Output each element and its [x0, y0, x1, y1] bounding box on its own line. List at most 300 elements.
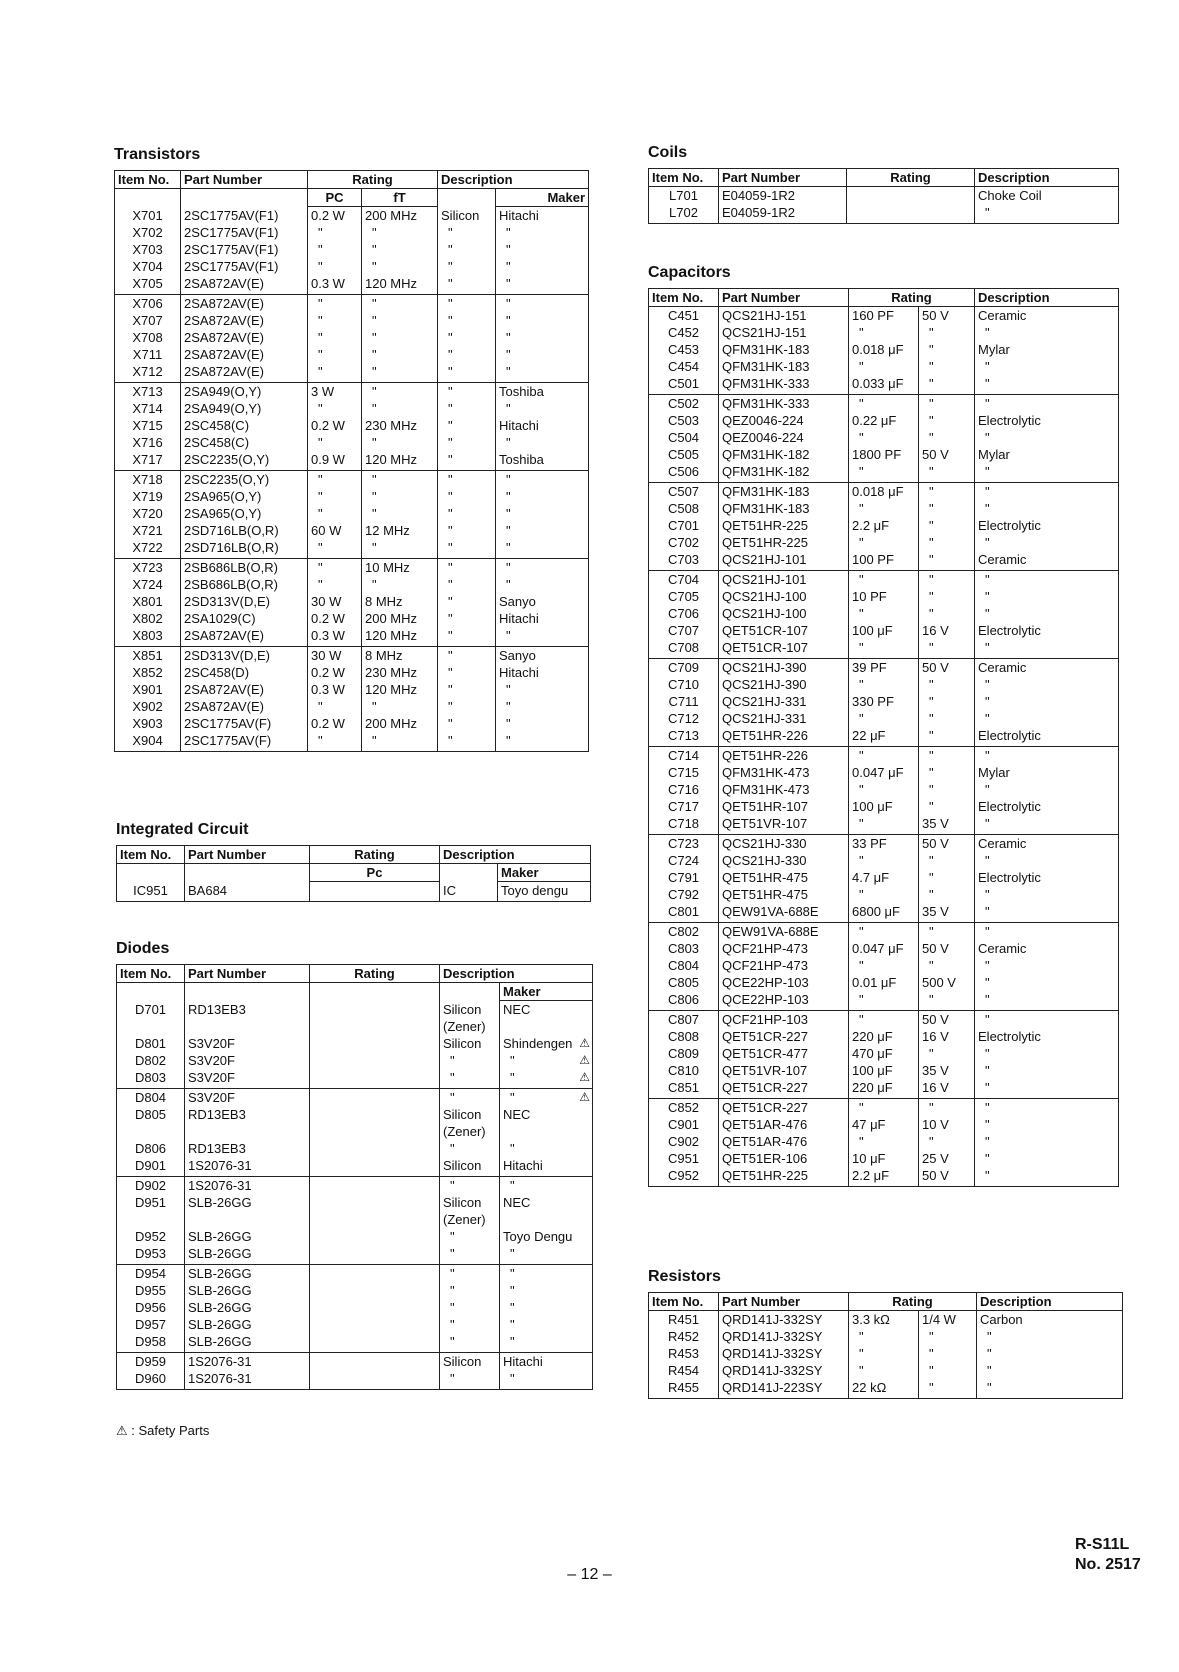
- table-cell: QCS21HJ-100: [719, 588, 849, 605]
- table-cell: ": [975, 886, 1119, 903]
- table-cell: ": [362, 363, 438, 383]
- table-cell: 2SA872AV(E): [181, 329, 308, 346]
- table-cell: 2SA872AV(E): [181, 346, 308, 363]
- table-cell: ": [919, 923, 975, 941]
- table-cell: 3 W: [308, 383, 362, 401]
- table-cell: Mylar: [975, 446, 1119, 463]
- table-cell: 0.018 μF: [849, 341, 919, 358]
- table-cell: ": [919, 852, 975, 869]
- table-cell: ": [975, 375, 1119, 395]
- table-cell: ": [496, 275, 589, 295]
- table-cell: Ceramic: [975, 835, 1119, 853]
- table-row: [649, 1045, 1119, 1062]
- table-cell: Hitachi: [500, 1353, 593, 1371]
- table-cell: C502: [649, 395, 719, 413]
- table-cell: ": [440, 1333, 500, 1353]
- table-cell: QCS21HJ-151: [719, 324, 849, 341]
- warning-triangle-icon: ⚠: [579, 1090, 591, 1104]
- table-cell: Silicon: [440, 1106, 500, 1123]
- table-cell: SLB-26GG: [185, 1299, 310, 1316]
- table-cell: [310, 1333, 440, 1353]
- table-row: [649, 710, 1119, 727]
- table-cell: ": [919, 517, 975, 534]
- table-cell: Hitachi: [496, 664, 589, 681]
- table-cell: QET51AR-476: [719, 1116, 849, 1133]
- table-row: [115, 539, 589, 559]
- table-cell: 2SC1775AV(F1): [181, 207, 308, 225]
- table-cell: ": [975, 605, 1119, 622]
- table-row: [649, 187, 1119, 205]
- table-cell: 1/4 W: [919, 1311, 977, 1329]
- table-cell: [310, 1370, 440, 1390]
- table-cell: [185, 1211, 310, 1228]
- table-row: [117, 1316, 593, 1333]
- table-cell: C452: [649, 324, 719, 341]
- row-group: [649, 923, 1119, 1011]
- table-row: [117, 1140, 593, 1157]
- table-cell: C724: [649, 852, 719, 869]
- table-cell: ": [975, 639, 1119, 659]
- row-group: [649, 659, 1119, 747]
- table-cell: 0.01 μF: [849, 974, 919, 991]
- table-cell: Mylar: [975, 341, 1119, 358]
- table-cell: [310, 1265, 440, 1283]
- table-cell: 35 V: [919, 815, 975, 835]
- d-col-rating: Rating: [310, 965, 440, 983]
- table-cell: NEC: [500, 1194, 593, 1211]
- table-cell: ": [975, 429, 1119, 446]
- table-cell: Silicon: [440, 1353, 500, 1371]
- table-cell: Electrolytic: [975, 517, 1119, 534]
- table-cell: C852: [649, 1099, 719, 1117]
- table-row: [115, 417, 589, 434]
- table-cell: 2SC1775AV(F): [181, 715, 308, 732]
- table-cell: 50 V: [919, 940, 975, 957]
- table-row: [649, 395, 1119, 413]
- table-cell: 16 V: [919, 1028, 975, 1045]
- res-col-description: Description: [977, 1293, 1123, 1311]
- table-cell: [310, 1316, 440, 1333]
- table-row: [117, 1333, 593, 1353]
- table-cell: 0.3 W: [308, 627, 362, 647]
- table-row: [649, 676, 1119, 693]
- table-cell: C851: [649, 1079, 719, 1099]
- table-cell: 30 W: [308, 593, 362, 610]
- table-row: [649, 324, 1119, 341]
- table-cell: 8 MHz: [362, 593, 438, 610]
- table-cell: ": [362, 312, 438, 329]
- table-cell: [847, 187, 975, 205]
- table-cell: 2SA872AV(E): [181, 698, 308, 715]
- table-row: [649, 1379, 1123, 1399]
- row-group: [649, 395, 1119, 483]
- table-cell: NEC: [500, 1001, 593, 1019]
- table-cell: ": [975, 204, 1119, 224]
- row-group: [649, 1311, 1123, 1399]
- table-cell: ": [975, 991, 1119, 1011]
- table-cell: QCS21HJ-330: [719, 852, 849, 869]
- table-cell: ": [438, 593, 496, 610]
- table-cell: ": [919, 429, 975, 446]
- table-cell: ": [975, 324, 1119, 341]
- table-cell: ": [440, 1265, 500, 1283]
- table-cell: 2SA1029(C): [181, 610, 308, 627]
- table-cell: C506: [649, 463, 719, 483]
- table-cell: C507: [649, 483, 719, 501]
- table-row: [649, 534, 1119, 551]
- table-cell: Ceramic: [975, 307, 1119, 325]
- table-cell: C508: [649, 500, 719, 517]
- table-cell: X901: [115, 681, 181, 698]
- table-row: [649, 764, 1119, 781]
- table-row: [117, 1353, 593, 1371]
- table-cell: X701: [115, 207, 181, 225]
- table-cell: SLB-26GG: [185, 1194, 310, 1211]
- table-cell: QCS21HJ-101: [719, 551, 849, 571]
- table-row: [115, 224, 589, 241]
- table-cell: ": [440, 1245, 500, 1265]
- warning-triangle-icon: ⚠: [579, 1036, 591, 1050]
- table-cell: ": [308, 732, 362, 752]
- table-cell: ": [496, 522, 589, 539]
- table-cell: ": [496, 559, 589, 577]
- table-cell: 2SD313V(D,E): [181, 593, 308, 610]
- table-cell: R452: [649, 1328, 719, 1345]
- table-cell: QRD141J-332SY: [719, 1311, 849, 1329]
- table-cell: C801: [649, 903, 719, 923]
- table-cell: C715: [649, 764, 719, 781]
- table-cell: ": [438, 295, 496, 313]
- table-cell: [500, 1052, 593, 1069]
- table-cell: ": [308, 241, 362, 258]
- table-cell: ": [438, 400, 496, 417]
- transistors-section: [114, 146, 589, 752]
- diodes-title: Diodes: [116, 940, 170, 957]
- table-cell: QEZ0046-224: [719, 429, 849, 446]
- table-cell: QRD141J-332SY: [719, 1328, 849, 1345]
- table-cell: SLB-26GG: [185, 1316, 310, 1333]
- table-cell: 12 MHz: [362, 522, 438, 539]
- table-cell: C501: [649, 375, 719, 395]
- capacitors-table: [648, 288, 1119, 1187]
- table-cell: ": [496, 346, 589, 363]
- table-cell: C952: [649, 1167, 719, 1187]
- table-row: [117, 1052, 593, 1069]
- table-cell: C505: [649, 446, 719, 463]
- table-cell: ": [500, 1177, 593, 1195]
- table-cell: 2SC1775AV(F1): [181, 258, 308, 275]
- table-cell: 100 μF: [849, 622, 919, 639]
- table-cell: QCE22HP-103: [719, 974, 849, 991]
- table-row: [649, 517, 1119, 534]
- table-cell: QET51HR-226: [719, 747, 849, 765]
- table-cell: Hitachi: [496, 417, 589, 434]
- table-cell: ": [308, 329, 362, 346]
- table-row: [115, 610, 589, 627]
- ic-section: [116, 821, 591, 902]
- table-cell: ": [849, 500, 919, 517]
- table-cell: ": [975, 534, 1119, 551]
- table-cell: Sanyo: [496, 647, 589, 665]
- table-cell: [310, 1052, 440, 1069]
- table-cell: 0.018 μF: [849, 483, 919, 501]
- table-cell: ": [438, 559, 496, 577]
- table-cell: QCS21HJ-390: [719, 659, 849, 677]
- table-cell: 60 W: [308, 522, 362, 539]
- table-cell: ": [500, 1316, 593, 1333]
- ic-col-pc: Pc: [310, 864, 440, 882]
- table-row: [117, 1265, 593, 1283]
- table-cell: ": [438, 471, 496, 489]
- ic-table: [116, 845, 591, 902]
- table-cell: 4.7 μF: [849, 869, 919, 886]
- table-cell: RD13EB3: [185, 1140, 310, 1157]
- table-cell: Electrolytic: [975, 869, 1119, 886]
- table-cell: QCS21HJ-100: [719, 605, 849, 622]
- table-cell: IC951: [117, 882, 185, 902]
- table-cell: 500 V: [919, 974, 975, 991]
- table-cell: 2SA949(O,Y): [181, 383, 308, 401]
- table-cell: [310, 1245, 440, 1265]
- col-maker: Maker: [496, 189, 589, 207]
- table-cell: X705: [115, 275, 181, 295]
- table-row: [649, 835, 1119, 853]
- table-cell: QFM31HK-183: [719, 341, 849, 358]
- table-cell: QCS21HJ-390: [719, 676, 849, 693]
- table-cell: ": [438, 681, 496, 698]
- table-cell: [310, 882, 440, 902]
- table-cell: ": [362, 295, 438, 313]
- row-group: [115, 559, 589, 647]
- table-cell: C718: [649, 815, 719, 835]
- table-cell: ": [849, 463, 919, 483]
- table-cell: 50 V: [919, 1167, 975, 1187]
- ic-col-part: Part Number: [185, 846, 310, 864]
- safety-legend: [116, 1423, 209, 1439]
- table-row: [115, 312, 589, 329]
- table-cell: Electrolytic: [975, 622, 1119, 639]
- table-row: [117, 1123, 593, 1140]
- table-cell: [117, 1018, 185, 1035]
- table-cell: ": [496, 258, 589, 275]
- table-cell: ": [308, 576, 362, 593]
- table-cell: ": [438, 241, 496, 258]
- table-cell: 220 μF: [849, 1028, 919, 1045]
- table-cell: C902: [649, 1133, 719, 1150]
- table-cell: X712: [115, 363, 181, 383]
- table-cell: 2SA965(O,Y): [181, 505, 308, 522]
- table-cell: ": [362, 539, 438, 559]
- table-cell: D956: [117, 1299, 185, 1316]
- table-row: [115, 471, 589, 489]
- table-cell: ": [919, 395, 975, 413]
- table-cell: ": [977, 1379, 1123, 1399]
- table-cell: ": [919, 358, 975, 375]
- table-row: [649, 903, 1119, 923]
- table-row: [117, 1370, 593, 1390]
- table-cell: ": [500, 1245, 593, 1265]
- table-cell: D803: [117, 1069, 185, 1089]
- table-cell: C802: [649, 923, 719, 941]
- table-cell: ": [849, 957, 919, 974]
- table-cell: ": [438, 627, 496, 647]
- table-cell: ": [496, 576, 589, 593]
- table-cell: C792: [649, 886, 719, 903]
- table-row: [115, 400, 589, 417]
- table-cell: ": [919, 324, 975, 341]
- table-row: [649, 1311, 1123, 1329]
- table-cell: X803: [115, 627, 181, 647]
- table-cell: ": [849, 429, 919, 446]
- table-cell: ": [975, 1045, 1119, 1062]
- table-row: [115, 275, 589, 295]
- table-cell: Mylar: [975, 764, 1119, 781]
- table-cell: X706: [115, 295, 181, 313]
- table-cell: [500, 1018, 593, 1035]
- table-cell: [310, 1228, 440, 1245]
- table-cell: ": [496, 627, 589, 647]
- table-cell: Toyo Dengu: [500, 1228, 593, 1245]
- table-cell: C503: [649, 412, 719, 429]
- cap-col-rating: Rating: [849, 289, 975, 307]
- table-cell: ": [440, 1089, 500, 1107]
- table-cell: ": [919, 991, 975, 1011]
- table-cell: 330 PF: [849, 693, 919, 710]
- table-cell: ": [440, 1282, 500, 1299]
- table-cell: ": [308, 312, 362, 329]
- table-cell: ": [919, 1328, 977, 1345]
- coils-table: [648, 168, 1119, 224]
- table-cell: ": [362, 224, 438, 241]
- table-row: [649, 991, 1119, 1011]
- table-cell: ": [362, 505, 438, 522]
- table-cell: X802: [115, 610, 181, 627]
- table-cell: ": [849, 1345, 919, 1362]
- table-cell: ": [496, 224, 589, 241]
- table-cell: 2SA872AV(E): [181, 312, 308, 329]
- table-row: [649, 500, 1119, 517]
- table-cell: ": [308, 698, 362, 715]
- table-cell: QFM31HK-183: [719, 358, 849, 375]
- table-cell: (Zener): [440, 1123, 500, 1140]
- table-cell: 2SA949(O,Y): [181, 400, 308, 417]
- table-cell: QET51ER-106: [719, 1150, 849, 1167]
- table-row: [649, 1328, 1123, 1345]
- table-cell: 10 MHz: [362, 559, 438, 577]
- table-cell: [117, 1123, 185, 1140]
- table-cell: QET51CR-107: [719, 622, 849, 639]
- row-group: [115, 647, 589, 752]
- table-cell: (Zener): [440, 1018, 500, 1035]
- table-cell: ": [975, 747, 1119, 765]
- table-cell: ": [919, 693, 975, 710]
- table-cell: Toshiba: [496, 383, 589, 401]
- table-cell: QET51HR-225: [719, 1167, 849, 1187]
- table-cell: ": [975, 463, 1119, 483]
- table-cell: [310, 1177, 440, 1195]
- table-cell: QET51HR-475: [719, 869, 849, 886]
- table-cell: SLB-26GG: [185, 1282, 310, 1299]
- table-cell: ": [438, 610, 496, 627]
- d-col-item: Item No.: [117, 965, 185, 983]
- table-row: [649, 1079, 1119, 1099]
- table-cell: ": [975, 1167, 1119, 1187]
- table-row: [117, 1228, 593, 1245]
- table-cell: ": [308, 559, 362, 577]
- table-cell: [500, 1211, 593, 1228]
- table-cell: Hitachi: [496, 610, 589, 627]
- table-cell: 1S2076-31: [185, 1157, 310, 1177]
- table-cell: ": [438, 451, 496, 471]
- table-cell: ": [440, 1299, 500, 1316]
- table-cell: QCS21HJ-151: [719, 307, 849, 325]
- table-cell: C711: [649, 693, 719, 710]
- row-group: [649, 307, 1119, 395]
- maker-text: Shindengen: [503, 1036, 573, 1051]
- table-row: [649, 923, 1119, 941]
- table-row: [649, 588, 1119, 605]
- table-cell: QET51CR-227: [719, 1099, 849, 1117]
- table-row: [649, 1345, 1123, 1362]
- table-cell: Sanyo: [496, 593, 589, 610]
- coil-col-rating: Rating: [847, 169, 975, 187]
- table-cell: ": [919, 534, 975, 551]
- table-cell: E04059-1R2: [719, 204, 847, 224]
- resistors-title: Resistors: [648, 1268, 721, 1285]
- table-cell: 16 V: [919, 622, 975, 639]
- diodes-section: [116, 940, 593, 1390]
- table-cell: 200 MHz: [362, 207, 438, 225]
- table-cell: ": [975, 781, 1119, 798]
- table-cell: L701: [649, 187, 719, 205]
- table-cell: ": [308, 434, 362, 451]
- table-cell: 100 μF: [849, 1062, 919, 1079]
- table-cell: ": [440, 1177, 500, 1195]
- d-col-maker: Maker: [500, 983, 593, 1001]
- row-group: [117, 882, 591, 902]
- table-cell: ": [849, 815, 919, 835]
- table-cell: X717: [115, 451, 181, 471]
- table-cell: 6800 μF: [849, 903, 919, 923]
- table-cell: ": [362, 471, 438, 489]
- table-cell: ": [849, 710, 919, 727]
- warning-triangle-icon: ⚠: [579, 1070, 591, 1084]
- table-cell: QET51HR-226: [719, 727, 849, 747]
- table-cell: 0.2 W: [308, 610, 362, 627]
- coils-section: [648, 144, 1119, 224]
- table-cell: 2.2 μF: [849, 517, 919, 534]
- table-cell: ": [849, 358, 919, 375]
- cap-col-item: Item No.: [649, 289, 719, 307]
- table-cell: ": [496, 312, 589, 329]
- table-cell: ": [849, 747, 919, 765]
- table-cell: 2SB686LB(O,R): [181, 559, 308, 577]
- table-cell: C791: [649, 869, 719, 886]
- table-cell: C704: [649, 571, 719, 589]
- table-cell: ": [496, 241, 589, 258]
- table-cell: ": [308, 224, 362, 241]
- table-cell: 0.047 μF: [849, 940, 919, 957]
- table-cell: 10 PF: [849, 588, 919, 605]
- table-cell: ": [975, 1116, 1119, 1133]
- table-cell: ": [496, 488, 589, 505]
- table-cell: QFM31HK-333: [719, 375, 849, 395]
- table-cell: X902: [115, 698, 181, 715]
- table-cell: ": [919, 571, 975, 589]
- table-cell: D902: [117, 1177, 185, 1195]
- table-row: [117, 1211, 593, 1228]
- table-cell: ": [362, 383, 438, 401]
